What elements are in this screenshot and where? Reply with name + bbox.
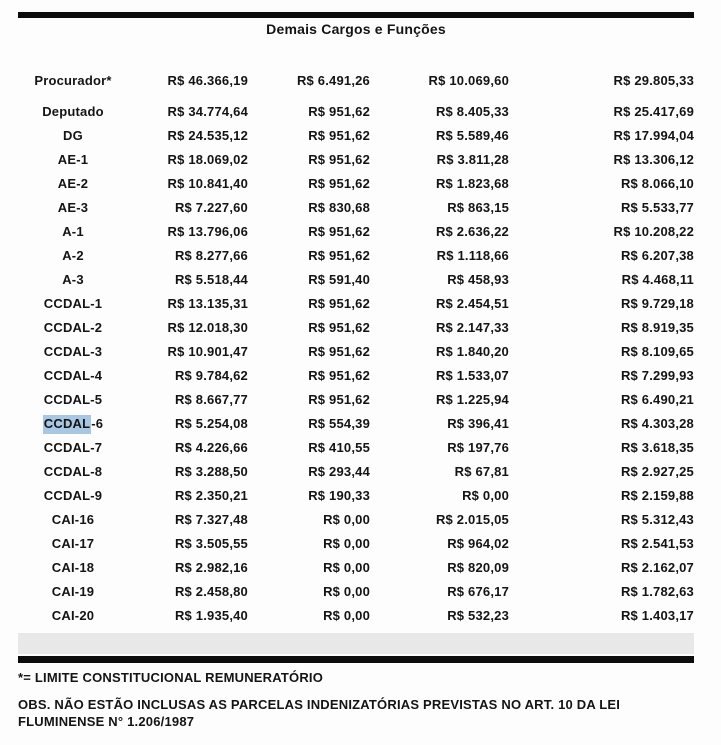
value-cell: R$ 2.015,05 [435,511,509,527]
table-row [18,507,694,531]
value-cell: R$ 1.840,20 [435,343,509,359]
value-cell: R$ 2.162,07 [620,559,694,575]
row-label: CCDAL-7 [43,439,103,455]
table-row [18,555,694,579]
table-row [18,579,694,603]
value-cell: R$ 17.994,04 [613,127,694,143]
table-row [18,363,694,387]
table-row [18,99,694,123]
value-cell: R$ 8.667,77 [174,391,248,407]
value-cell: R$ 10.208,22 [613,223,694,239]
row-label: A-2 [62,247,84,263]
row-label: Deputado [42,103,104,119]
salary-table [18,68,694,627]
value-cell: R$ 951,62 [308,247,370,263]
value-cell: R$ 3.505,55 [174,535,248,551]
value-cell: R$ 13.796,06 [167,223,248,239]
value-cell: R$ 4.468,11 [621,271,694,287]
footnote-obs [18,696,694,730]
value-cell: R$ 396,41 [447,415,509,431]
value-cell: R$ 951,62 [308,391,370,407]
value-cell: R$ 1.823,68 [435,175,509,191]
row-label: CCDAL-5 [43,391,103,407]
value-cell: R$ 9.729,18 [620,295,694,311]
value-cell: R$ 197,76 [447,439,509,455]
value-cell: R$ 2.147,33 [435,319,509,335]
value-cell: R$ 951,62 [308,127,370,143]
row-label: A-1 [62,223,84,239]
value-cell: R$ 951,62 [308,151,370,167]
value-cell: R$ 6.207,38 [620,247,694,263]
value-cell: R$ 4.226,66 [174,439,248,455]
value-cell: R$ 5.254,08 [174,415,248,431]
value-cell: R$ 5.533,77 [620,199,694,215]
page-title: Demais Cargos e Funções [266,21,446,37]
value-cell: R$ 951,62 [308,175,370,191]
row-label: CAI-18 [51,559,95,575]
value-cell: R$ 24.535,12 [167,127,248,143]
row-label: CAI-16 [51,511,95,527]
value-cell: R$ 964,02 [447,535,509,551]
value-cell: R$ 5.589,46 [435,127,509,143]
value-cell: R$ 0,00 [323,559,370,575]
value-cell: R$ 0,00 [462,487,509,503]
table-row [18,411,694,435]
value-cell: R$ 3.288,50 [174,463,248,479]
row-label: AE-2 [57,175,89,191]
value-cell: R$ 2.159,88 [620,487,694,503]
value-cell: R$ 1.118,66 [436,247,509,263]
table-row [18,147,694,171]
value-cell: R$ 3.618,35 [620,439,694,455]
table-row [18,68,694,99]
table-row [18,459,694,483]
value-cell: R$ 1.935,40 [174,607,248,623]
value-cell: R$ 8.277,66 [174,247,248,263]
value-cell: R$ 293,44 [308,463,370,479]
value-cell: R$ 2.458,80 [174,583,248,599]
value-cell: R$ 8.919,35 [620,319,694,335]
value-cell: R$ 2.927,25 [620,463,694,479]
row-label: Procurador* [34,72,112,88]
table-row [18,435,694,459]
row-label: CAI-17 [51,535,95,551]
footnote-obs-line2: FLUMINENSE N° 1.206/1987 [18,714,195,729]
value-cell: R$ 8.109,65 [620,343,694,359]
content-area [18,12,694,730]
table-row [18,195,694,219]
value-cell: R$ 6.491,26 [296,72,370,88]
value-cell: R$ 3.811,28 [436,151,509,167]
value-cell: R$ 13.135,31 [167,295,248,311]
value-cell: R$ 67,81 [454,463,509,479]
table-row [18,387,694,411]
value-cell: R$ 410,55 [308,439,370,455]
value-cell: R$ 532,23 [447,607,509,623]
value-cell: R$ 0,00 [323,535,370,551]
value-cell: R$ 8.405,33 [435,103,509,119]
table-row [18,315,694,339]
table-row [18,267,694,291]
table-row [18,171,694,195]
value-cell: R$ 7.327,48 [174,511,248,527]
bottom-gray-band [18,633,694,654]
value-cell: R$ 863,15 [447,199,509,215]
row-label: CCDAL-6 [18,411,128,435]
value-cell: R$ 6.490,21 [620,391,694,407]
footnote-obs-line1: OBS. NÃO ESTÃO INCLUSAS AS PARCELAS INDENIZATÓRIAS PREVISTAS NO ART. 10 DA LEI [18,697,621,712]
table-body [18,68,694,627]
table-row [18,243,694,267]
value-cell: R$ 2.454,51 [435,295,509,311]
row-label: DG [63,127,83,143]
value-cell: R$ 830,68 [308,199,370,215]
table-row [18,339,694,363]
value-cell: R$ 10.901,47 [167,343,248,359]
table-row [18,483,694,507]
value-cell: R$ 951,62 [308,103,370,119]
row-label: CAI-19 [51,583,95,599]
table-row [18,219,694,243]
value-cell: R$ 8.066,10 [620,175,694,191]
value-cell: R$ 34.774,64 [167,103,248,119]
value-cell: R$ 9.784,62 [174,367,248,383]
value-cell: R$ 29.805,33 [613,72,694,88]
value-cell: R$ 0,00 [323,511,370,527]
value-cell: R$ 2.636,22 [435,223,509,239]
bottom-rule [18,656,694,663]
value-cell: R$ 5.312,43 [620,511,694,527]
value-cell: R$ 46.366,19 [167,72,248,88]
value-cell: R$ 2.350,21 [174,487,248,503]
row-label: A-3 [62,271,84,287]
row-label: CCDAL-3 [43,343,103,359]
value-cell: R$ 951,62 [308,319,370,335]
value-cell: R$ 676,17 [447,583,509,599]
value-cell: R$ 13.306,12 [613,151,694,167]
value-cell: R$ 18.069,02 [167,151,248,167]
value-cell: R$ 12.018,30 [167,319,248,335]
value-cell: R$ 10.069,60 [428,72,509,88]
selection-highlight: CCDAL [43,415,92,434]
value-cell: R$ 10.841,40 [167,175,248,191]
row-label: CCDAL-8 [43,463,103,479]
table-row [18,291,694,315]
value-cell: R$ 951,62 [308,343,370,359]
value-cell: R$ 458,93 [447,271,509,287]
row-label: CCDAL-4 [43,367,103,383]
value-cell: R$ 1.225,94 [435,391,509,407]
value-cell: R$ 951,62 [308,295,370,311]
value-cell: R$ 951,62 [308,367,370,383]
value-cell: R$ 591,40 [308,271,370,287]
row-label: CCDAL-2 [43,319,103,335]
value-cell: R$ 25.417,69 [613,103,694,119]
value-cell: R$ 4.303,28 [620,415,694,431]
row-label: AE-1 [57,151,89,167]
value-cell: R$ 1.533,07 [435,367,509,383]
value-cell: R$ 7.299,93 [620,367,694,383]
value-cell: R$ 7.227,60 [174,199,248,215]
value-cell: R$ 1.403,17 [620,607,694,623]
value-cell: R$ 820,09 [447,559,509,575]
row-label: CCDAL-9 [43,487,103,503]
row-label: CAI-20 [51,607,95,623]
value-cell: R$ 0,00 [323,583,370,599]
row-label: CCDAL-1 [43,295,103,311]
row-label: AE-3 [57,199,89,215]
value-cell: R$ 2.541,53 [620,535,694,551]
value-cell: R$ 554,39 [308,415,370,431]
value-cell: R$ 951,62 [308,223,370,239]
value-cell: R$ 1.782,63 [620,583,694,599]
top-rule [18,12,694,18]
table-row [18,123,694,147]
footnote-limit: *= LIMITE CONSTITUCIONAL REMUNERATÓRIO [18,670,324,685]
table-row [18,603,694,627]
table-row [18,531,694,555]
value-cell: R$ 2.982,16 [174,559,248,575]
value-cell: R$ 5.518,44 [174,271,248,287]
value-cell: R$ 190,33 [308,487,370,503]
value-cell: R$ 0,00 [323,607,370,623]
